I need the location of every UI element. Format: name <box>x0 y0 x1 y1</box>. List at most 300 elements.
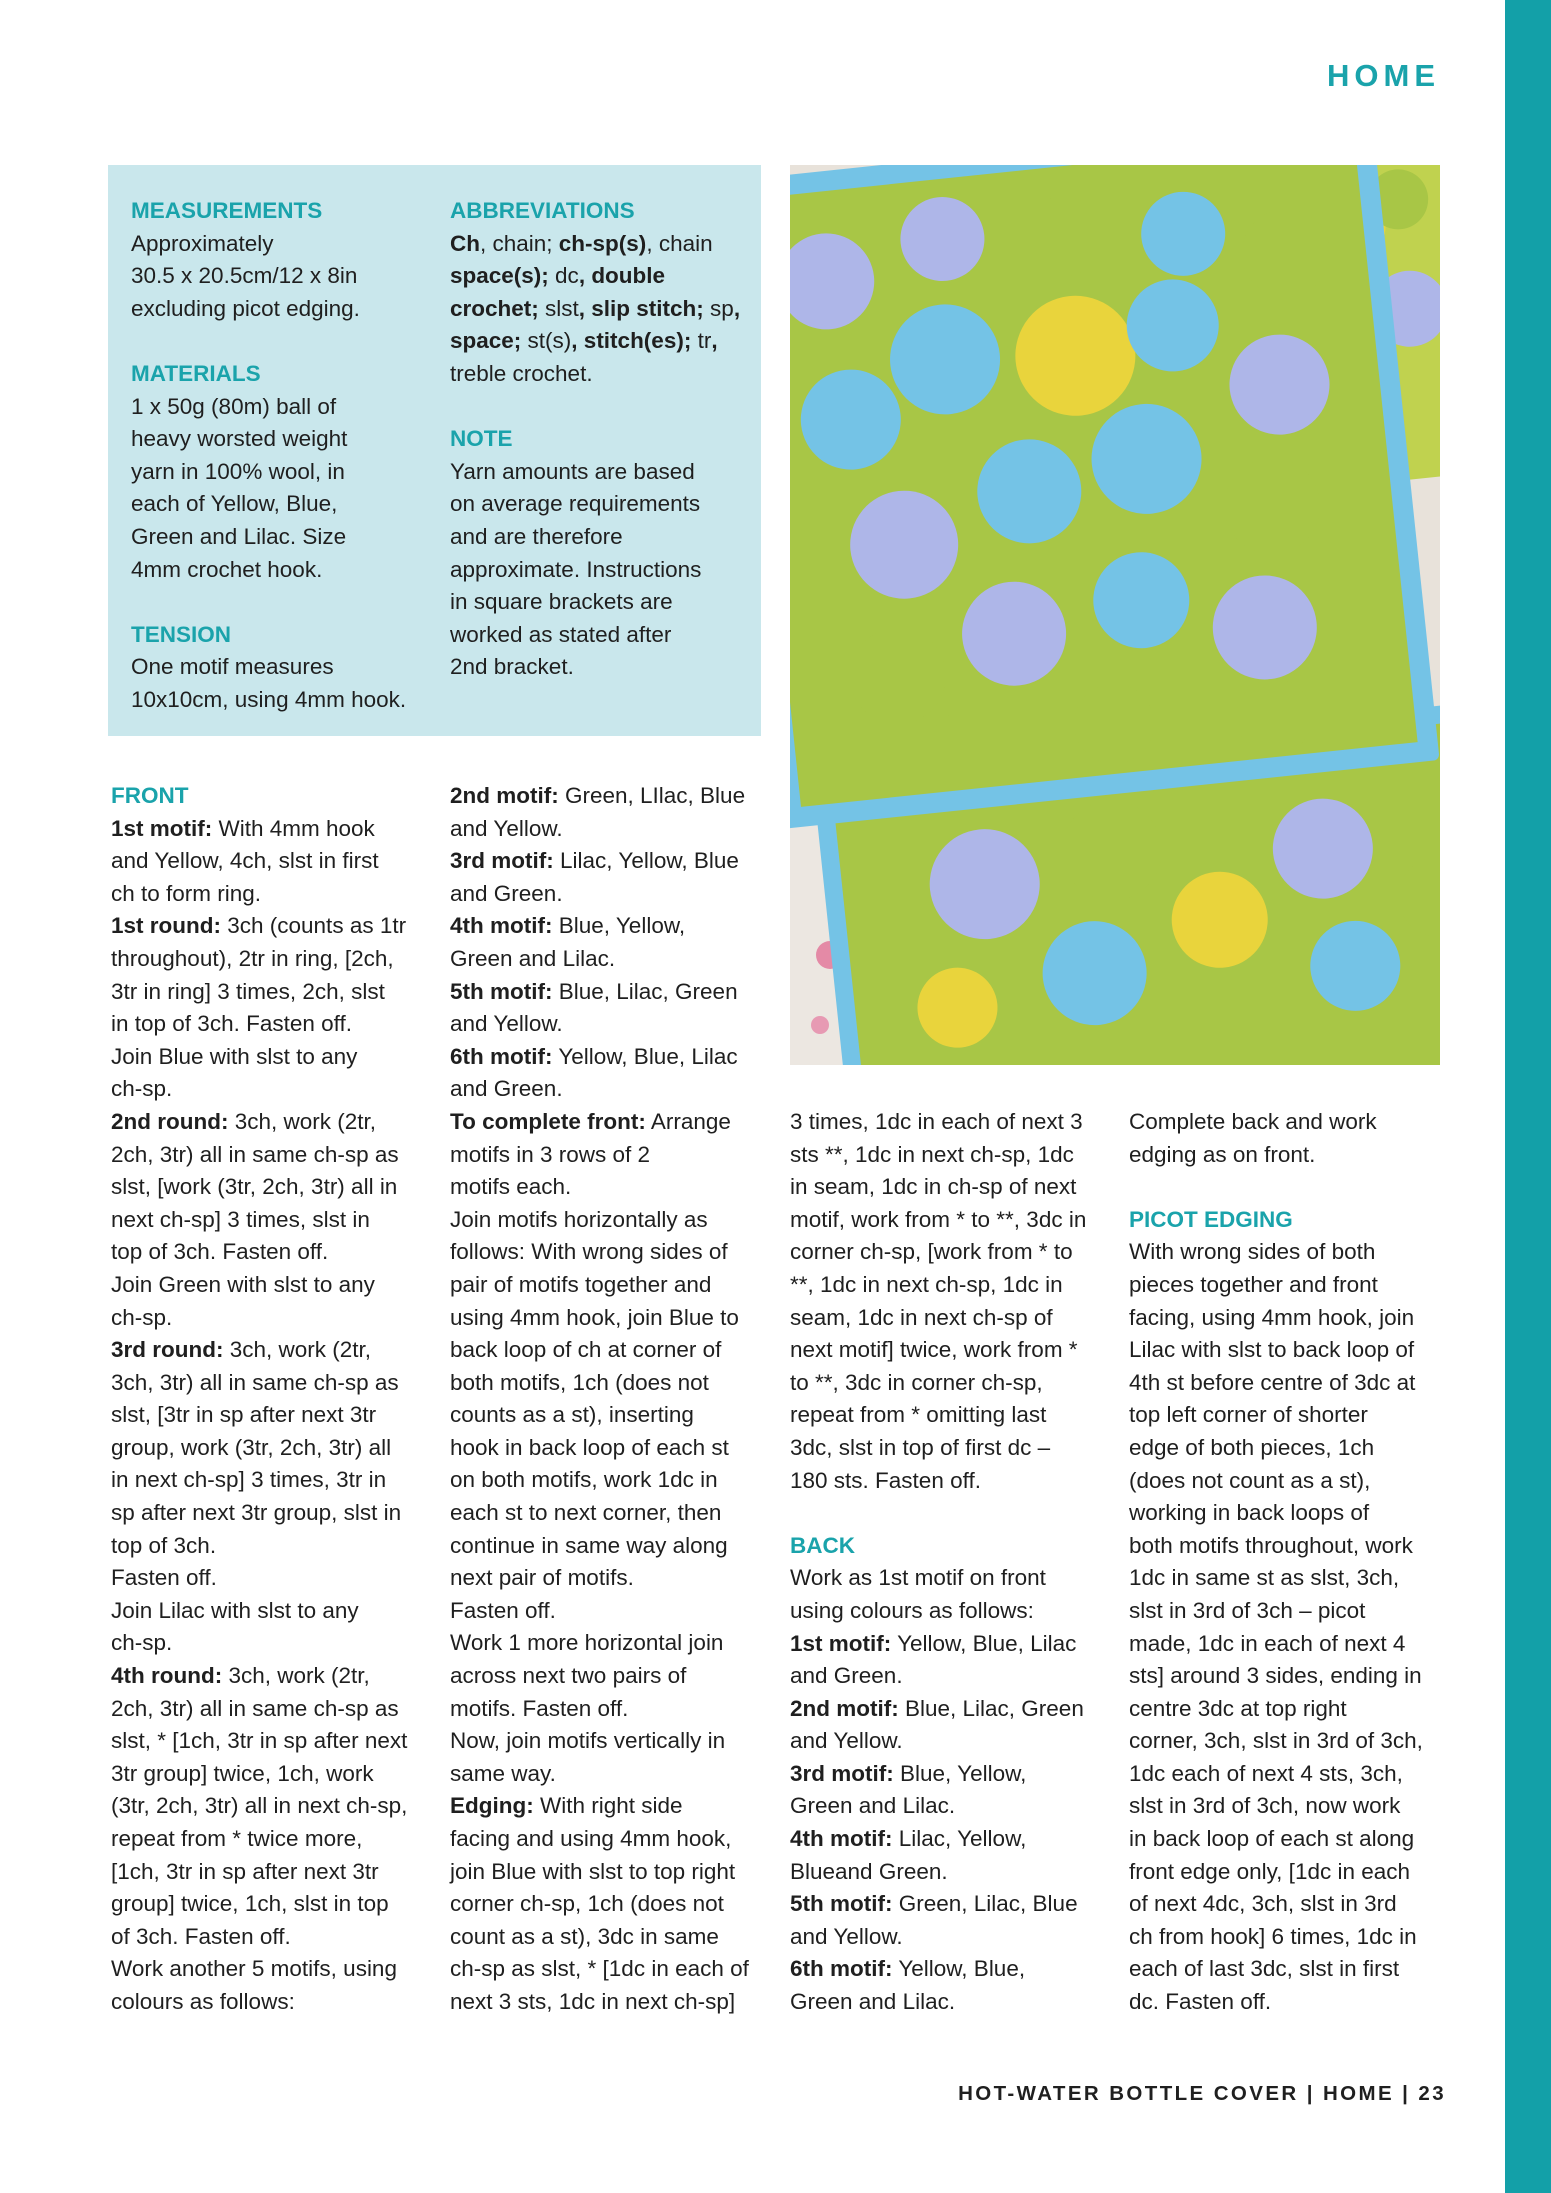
instruction-line <box>450 1888 770 1921</box>
instruction-text: ch from hook] 6 times, 1dc in <box>1129 1923 1417 1949</box>
instruction-line <box>111 1758 431 1791</box>
tension-line: One motif measures <box>131 654 334 680</box>
instruction-text: Work as 1st motif on front <box>790 1565 1046 1591</box>
instruction-line <box>1129 1530 1449 1563</box>
instruction-line <box>450 1269 770 1302</box>
instruction-line <box>111 1106 431 1139</box>
instruction-text: With 4mm hook <box>212 815 375 841</box>
instruction-line <box>450 1758 770 1791</box>
instruction-text: 3dc, slst in top of first dc – <box>790 1434 1051 1460</box>
note-line: on average requirements <box>450 491 701 517</box>
info-left-column <box>131 195 441 717</box>
materials-line: each of Yellow, Blue, <box>131 491 338 517</box>
instruction-line <box>111 1139 431 1172</box>
instruction-text: sts **, 1dc in next ch-sp, 1dc <box>790 1141 1074 1167</box>
instruction-text: ch-sp. <box>111 1304 173 1330</box>
instruction-line <box>111 1595 431 1628</box>
footer-section: HOME <box>1322 2082 1395 2105</box>
instruction-line <box>111 1790 431 1823</box>
column-lines <box>450 780 770 2019</box>
instruction-text: Lilac, Yellow, Blue <box>553 848 739 874</box>
instruction-text: facing and using 4mm hook, <box>450 1826 732 1851</box>
instruction-text: in seam, 1dc in ch-sp of next <box>790 1174 1077 1200</box>
instruction-line <box>1129 1399 1449 1432</box>
instruction-line <box>790 1269 1110 1302</box>
materials-line: 4mm crochet hook. <box>131 556 323 582</box>
instruction-line <box>450 1432 770 1465</box>
footer-title: HOT-WATER BOTTLE COVER <box>958 2082 1299 2105</box>
page-number: 23 <box>1418 2082 1446 2105</box>
instruction-line <box>790 1660 1110 1693</box>
instruction-text: and Green. <box>790 1663 903 1689</box>
instruction-line <box>1129 1888 1449 1921</box>
instruction-line <box>111 813 431 846</box>
instruction-text: both motifs throughout, work <box>1129 1532 1413 1558</box>
abbreviations-line <box>450 325 755 358</box>
instruction-text: continue in same way along <box>450 1532 728 1558</box>
instruction-text: to **, 3dc in corner ch-sp, <box>790 1369 1043 1395</box>
instruction-text: repeat from * omitting last <box>790 1402 1047 1428</box>
instruction-text: ch-sp as slst, * [1dc in each of <box>450 1956 749 1982</box>
instruction-line <box>1129 1562 1449 1595</box>
materials-line: yarn in 100% wool, in <box>131 458 345 484</box>
tension-line: 10x10cm, using 4mm hook. <box>131 686 407 712</box>
instruction-line <box>111 1725 431 1758</box>
instruction-text: counts as a st), inserting <box>450 1402 694 1428</box>
instruction-text: facing, using 4mm hook, join <box>1129 1304 1415 1330</box>
instruction-line <box>111 1008 431 1041</box>
instruction-line <box>450 1171 770 1204</box>
instruction-line <box>111 1171 431 1204</box>
instruction-text: slst, * [1ch, 3tr in sp after next <box>111 1728 408 1754</box>
instruction-text: Complete back and work <box>1129 1109 1377 1134</box>
abbreviation-text: sp <box>710 295 734 321</box>
instruction-line <box>450 1008 770 1041</box>
instruction-line <box>111 910 431 943</box>
instruction-line <box>111 1823 431 1856</box>
instruction-text: 3ch, work (2tr, <box>228 1108 377 1134</box>
instruction-line <box>790 1334 1110 1367</box>
instruction-text: Join motifs horizontally as <box>450 1206 708 1232</box>
instruction-line <box>111 1073 431 1106</box>
instruction-text: motifs each. <box>450 1174 572 1200</box>
instruction-text: top of 3ch. <box>111 1532 217 1558</box>
materials-line: 1 x 50g (80m) ball of <box>131 393 337 419</box>
instruction-text: and Yellow. <box>450 815 563 841</box>
instruction-text: centre 3dc at top right <box>1129 1695 1347 1721</box>
instruction-line <box>1129 1302 1449 1335</box>
abbreviation-term: , slip stitch; <box>578 295 711 321</box>
instruction-line <box>790 1921 1110 1954</box>
instruction-line <box>450 1595 770 1628</box>
instruction-text: count as a st), 3dc in same <box>450 1923 719 1949</box>
instruction-text: sp after next 3tr group, slst in <box>111 1500 402 1526</box>
instruction-line <box>111 1334 431 1367</box>
instruction-text: each st to next corner, then <box>450 1500 722 1526</box>
instruction-line <box>450 1627 770 1660</box>
materials-heading: MATERIALS <box>131 360 261 386</box>
instruction-line <box>111 1432 431 1465</box>
measurements-heading: MEASUREMENTS <box>131 198 323 223</box>
step-label: 6th motif: <box>450 1043 553 1069</box>
note-line: in square brackets are <box>450 589 673 615</box>
instruction-line <box>450 943 770 976</box>
instruction-text: across next two pairs of <box>450 1663 687 1689</box>
instruction-text: using colours as follows: <box>790 1597 1034 1623</box>
instruction-line <box>1129 1171 1449 1204</box>
instruction-text: Fasten off. <box>111 1565 217 1591</box>
instruction-line <box>450 1236 770 1269</box>
instruction-line <box>450 1302 770 1335</box>
instruction-line <box>450 1823 770 1856</box>
info-right-column <box>450 195 755 684</box>
instruction-line <box>111 976 431 1009</box>
instruction-text: in next ch-sp] 3 times, 3tr in <box>111 1467 387 1493</box>
section-heading <box>1129 1204 1449 1237</box>
instruction-line <box>1129 1334 1449 1367</box>
instruction-text: next motif] twice, work from * <box>790 1337 1078 1363</box>
instruction-text: motifs in 3 rows of 2 <box>450 1141 651 1167</box>
instruction-text: ch-sp. <box>111 1630 173 1656</box>
abbreviation-term: space; <box>450 328 528 354</box>
instruction-text: and Yellow. <box>790 1923 903 1949</box>
abbreviation-term: crochet; <box>450 295 546 321</box>
instruction-line <box>450 1986 770 2019</box>
instruction-line <box>790 1856 1110 1889</box>
instruction-line <box>1129 1725 1449 1758</box>
abbreviation-term: , double <box>578 263 666 289</box>
instruction-text: of 3ch. Fasten off. <box>111 1923 291 1949</box>
instruction-text: seam, 1dc in next ch-sp of <box>790 1304 1053 1330</box>
abbreviations-line <box>450 228 755 261</box>
instruction-line <box>790 1139 1110 1172</box>
instruction-line <box>450 1139 770 1172</box>
instruction-text: 1dc each of next 4 sts, 3ch, <box>1129 1760 1403 1786</box>
instruction-text: slst, [3tr in sp after next 3tr <box>111 1402 377 1428</box>
instruction-line <box>450 813 770 846</box>
instruction-line <box>450 1367 770 1400</box>
instruction-line <box>1129 1921 1449 1954</box>
instruction-text: Yellow, Blue, <box>892 1956 1026 1982</box>
instruction-line <box>450 1204 770 1237</box>
instruction-line <box>450 910 770 943</box>
instructions-column-1 <box>111 780 431 2019</box>
note-heading: NOTE <box>450 426 513 452</box>
instruction-text: 4th st before centre of 3dc at <box>1129 1369 1416 1395</box>
instruction-line <box>1129 1986 1449 2019</box>
instruction-text: 180 sts. Fasten off. <box>790 1467 981 1493</box>
instruction-line <box>111 1627 431 1660</box>
instruction-text: Lilac with slst to back loop of <box>1129 1337 1415 1363</box>
instruction-text: front edge only, [1dc in each <box>1129 1858 1411 1884</box>
instruction-text: and Yellow, 4ch, slst in first <box>111 848 379 874</box>
instruction-text: ch-sp. <box>111 1076 173 1102</box>
heading-text: BACK <box>790 1532 855 1558</box>
instruction-line <box>790 1628 1110 1661</box>
instruction-text: dc. Fasten off. <box>1129 1989 1272 2015</box>
instruction-line <box>1129 1465 1449 1498</box>
instruction-text: each of last 3dc, slst in first <box>1129 1956 1400 1982</box>
measurements-line: 30.5 x 20.5cm/12 x 8in <box>131 263 358 289</box>
note-line: approximate. Instructions <box>450 556 702 582</box>
heading-text: FRONT <box>111 783 189 808</box>
instruction-text: using 4mm hook, join Blue to <box>450 1304 739 1330</box>
instructions-column-3 <box>790 1106 1110 2019</box>
step-label: 1st motif: <box>111 815 213 841</box>
instruction-text: (does not count as a st), <box>1129 1467 1371 1493</box>
instruction-line <box>450 1562 770 1595</box>
instruction-text: 2ch, 3tr) all in same ch-sp as <box>111 1141 399 1167</box>
abbreviations-text <box>450 228 755 391</box>
instruction-line <box>790 1302 1110 1335</box>
instruction-line <box>450 1041 770 1074</box>
instruction-text: 1dc in same st as slst, 3ch, <box>1129 1565 1400 1591</box>
instruction-line <box>1129 1790 1449 1823</box>
step-label: 4th motif: <box>450 913 553 939</box>
instruction-text: in top of 3ch. Fasten off. <box>111 1011 352 1037</box>
instruction-text: Yellow, Blue, Lilac <box>552 1043 738 1069</box>
instruction-line <box>1129 1367 1449 1400</box>
instruction-line <box>790 1432 1110 1465</box>
instruction-text: 2ch, 3tr) all in same ch-sp as <box>111 1695 399 1721</box>
abbreviation-term: Ch <box>450 230 480 256</box>
instruction-line <box>111 1856 431 1889</box>
column-lines <box>790 1106 1110 2019</box>
instruction-line <box>111 845 431 878</box>
instruction-line <box>450 1856 770 1889</box>
instruction-line <box>450 1073 770 1106</box>
instruction-line <box>450 780 770 813</box>
instruction-line <box>450 976 770 1009</box>
abbreviation-text: , chain <box>646 230 713 256</box>
instruction-text: motifs. Fasten off. <box>450 1695 629 1721</box>
instruction-text: Blue, Lilac, Green <box>898 1695 1084 1721</box>
step-label: To complete front: <box>450 1108 646 1134</box>
instruction-line <box>450 1497 770 1530</box>
measurements-line: excluding picot edging. <box>131 295 360 321</box>
instruction-text: [1ch, 3tr in sp after next 3tr <box>111 1858 379 1884</box>
instruction-line <box>790 1790 1110 1823</box>
instruction-text: Lilac, Yellow, <box>892 1826 1027 1852</box>
instruction-line <box>790 1823 1110 1856</box>
section-heading <box>111 780 431 813</box>
instruction-text: With wrong sides of both <box>1129 1239 1376 1265</box>
instruction-text: hook in back loop of each st <box>450 1434 729 1460</box>
instruction-text: **, 1dc in next ch-sp, 1dc in <box>790 1271 1063 1297</box>
column-lines <box>1129 1106 1449 2019</box>
step-label: 2nd round: <box>111 1108 229 1134</box>
instruction-line <box>450 1953 770 1986</box>
instruction-line <box>450 1660 770 1693</box>
instruction-text: throughout), 2tr in ring, [2ch, <box>111 945 394 971</box>
instruction-text: join Blue with slst to top right <box>450 1858 736 1884</box>
instruction-line <box>1129 1139 1449 1172</box>
instruction-text: Green, Lilac, Blue <box>892 1891 1078 1917</box>
instruction-text: 3tr group] twice, 1ch, work <box>111 1760 374 1786</box>
instruction-text: Green and Lilac. <box>790 1793 956 1819</box>
abbreviations-line: treble crochet. <box>450 360 593 386</box>
instruction-line <box>111 1953 431 1986</box>
instruction-line <box>1129 1269 1449 1302</box>
instruction-text: pieces together and front <box>1129 1271 1378 1297</box>
instruction-line <box>450 1790 770 1823</box>
instruction-line <box>111 1660 431 1693</box>
instruction-text: corner ch-sp, [work from * to <box>790 1239 1073 1265</box>
instruction-line <box>1129 1595 1449 1628</box>
section-heading <box>790 1530 1110 1563</box>
instruction-text: (3tr, 2ch, 3tr) all in next ch-sp, <box>111 1793 408 1819</box>
note-line: Yarn amounts are based <box>450 458 695 484</box>
instruction-text: sts] around 3 sides, ending in <box>1129 1663 1422 1689</box>
instruction-line <box>111 1269 431 1302</box>
instruction-text: Green and Lilac. <box>790 1989 956 2015</box>
materials-line: heavy worsted weight <box>131 426 348 452</box>
abbreviation-term: , <box>733 295 741 321</box>
abbreviation-term: space(s); <box>450 263 556 289</box>
instruction-text: and Green. <box>450 1076 563 1102</box>
instruction-text: Green and Lilac. <box>450 945 616 971</box>
instruction-text: Join Lilac with slst to any <box>111 1597 359 1623</box>
instruction-text: Arrange <box>645 1108 731 1134</box>
column-lines <box>111 780 431 2019</box>
instruction-text: slst, [work (3tr, 2ch, 3tr) all in <box>111 1174 398 1200</box>
instruction-line <box>450 1334 770 1367</box>
instruction-line <box>790 1236 1110 1269</box>
instruction-text: Blueand Green. <box>790 1858 948 1884</box>
instruction-text: and Green. <box>450 880 563 906</box>
instruction-line <box>450 878 770 911</box>
step-label: 1st motif: <box>790 1630 892 1656</box>
page-edge-bar <box>1505 0 1551 2193</box>
abbreviation-text: st(s) <box>527 328 572 354</box>
instruction-line <box>111 1204 431 1237</box>
instruction-text: slst in 3rd of 3ch, now work <box>1129 1793 1401 1819</box>
instruction-text: corner ch-sp, 1ch (does not <box>450 1891 724 1917</box>
instruction-line <box>111 1399 431 1432</box>
instruction-text: edging as on front. <box>1129 1141 1316 1167</box>
instruction-text: Work 1 more horizontal join <box>450 1630 724 1656</box>
instruction-text: next ch-sp] 3 times, slst in <box>111 1206 370 1232</box>
step-label: 2nd motif: <box>790 1695 899 1721</box>
instruction-line <box>790 1367 1110 1400</box>
instruction-text: working in back loops of <box>1129 1500 1370 1526</box>
instruction-line <box>790 1986 1110 2019</box>
instruction-text: top left corner of shorter <box>1129 1402 1368 1428</box>
instruction-line <box>1129 1497 1449 1530</box>
instruction-text: Blue, Lilac, Green <box>552 978 738 1004</box>
instruction-line <box>790 1693 1110 1726</box>
instruction-line <box>450 1921 770 1954</box>
crochet-granny-squares-photo <box>790 165 1440 1065</box>
instruction-text: and Yellow. <box>450 1011 563 1037</box>
instruction-line <box>790 1888 1110 1921</box>
instruction-line <box>450 1530 770 1563</box>
instruction-line <box>1129 1758 1449 1791</box>
instruction-line <box>450 1106 770 1139</box>
instruction-line <box>790 1204 1110 1237</box>
instruction-line <box>790 1595 1110 1628</box>
step-label: 3rd motif: <box>450 848 554 874</box>
instruction-line <box>790 1497 1110 1530</box>
instruction-line <box>790 1953 1110 1986</box>
instruction-text: pair of motifs together and <box>450 1271 712 1297</box>
instruction-text: of next 4dc, 3ch, slst in 3rd <box>1129 1891 1397 1917</box>
abbreviation-text: slst <box>545 295 579 321</box>
instruction-line <box>1129 1106 1449 1139</box>
instruction-text: Yellow, Blue, Lilac <box>891 1630 1077 1656</box>
instruction-line <box>1129 1660 1449 1693</box>
abbreviation-text: , chain; <box>480 230 559 256</box>
instruction-text: follows: With wrong sides of <box>450 1239 728 1265</box>
step-label: Edging: <box>450 1793 534 1819</box>
step-label: 3rd motif: <box>790 1760 894 1786</box>
instruction-text: same way. <box>450 1760 556 1786</box>
note-line: 2nd bracket. <box>450 654 574 680</box>
measurements-line: Approximately <box>131 230 274 256</box>
instruction-line <box>450 1725 770 1758</box>
instruction-text: Fasten off. <box>450 1597 556 1623</box>
instructions-column-4 <box>1129 1106 1449 2019</box>
instruction-text: Join Blue with slst to any <box>111 1043 358 1069</box>
instruction-line <box>111 1302 431 1335</box>
instruction-line <box>450 1464 770 1497</box>
instruction-text: back loop of ch at corner of <box>450 1337 722 1363</box>
instruction-text: Blue, Yellow, <box>552 913 686 939</box>
abbreviation-term: , <box>711 328 718 354</box>
instruction-text: and Yellow. <box>790 1728 903 1754</box>
step-label: 2nd motif: <box>450 783 559 808</box>
instruction-text: Work another 5 motifs, using <box>111 1956 397 1982</box>
instruction-text: corner, 3ch, slst in 3rd of 3ch, <box>1129 1728 1423 1754</box>
instruction-line <box>1129 1953 1449 1986</box>
step-label: 4th round: <box>111 1663 223 1689</box>
page-footer <box>800 2082 1446 2106</box>
instruction-line <box>111 1986 431 2019</box>
instruction-text: next pair of motifs. <box>450 1565 634 1591</box>
instruction-line <box>790 1758 1110 1791</box>
instruction-text: colours as follows: <box>111 1988 295 2014</box>
instruction-text: top of 3ch. Fasten off. <box>111 1239 329 1265</box>
instruction-text: both motifs, 1ch (does not <box>450 1369 709 1395</box>
instruction-line <box>111 1888 431 1921</box>
section-label: HOME <box>1327 58 1440 93</box>
instruction-line <box>790 1725 1110 1758</box>
instruction-text: 3ch, work (2tr, <box>223 1337 372 1363</box>
instruction-line <box>111 1530 431 1563</box>
abbreviation-term: ch-sp(s) <box>558 230 647 256</box>
instruction-text: Join Green with slst to any <box>111 1271 375 1297</box>
instruction-text: in back loop of each st along <box>1129 1826 1415 1852</box>
note-line: and are therefore <box>450 523 623 549</box>
instruction-line <box>450 1693 770 1726</box>
abbreviations-heading: ABBREVIATIONS <box>450 198 635 223</box>
instruction-line <box>790 1106 1110 1139</box>
abbreviations-line <box>450 293 755 326</box>
instruction-line <box>111 1497 431 1530</box>
instruction-line <box>790 1465 1110 1498</box>
step-label: 4th motif: <box>790 1826 893 1852</box>
heading-text: PICOT EDGING <box>1129 1206 1293 1232</box>
step-label: 5th motif: <box>790 1891 893 1917</box>
materials-line: Green and Lilac. Size <box>131 523 347 549</box>
instruction-text: 3ch, 3tr) all in same ch-sp as <box>111 1369 399 1395</box>
instruction-line <box>790 1562 1110 1595</box>
tension-heading: TENSION <box>131 621 232 647</box>
instruction-line <box>450 845 770 878</box>
instruction-line <box>1129 1823 1449 1856</box>
instruction-text: group, work (3tr, 2ch, 3tr) all <box>111 1434 392 1460</box>
instruction-text: repeat from * twice more, <box>111 1826 363 1851</box>
